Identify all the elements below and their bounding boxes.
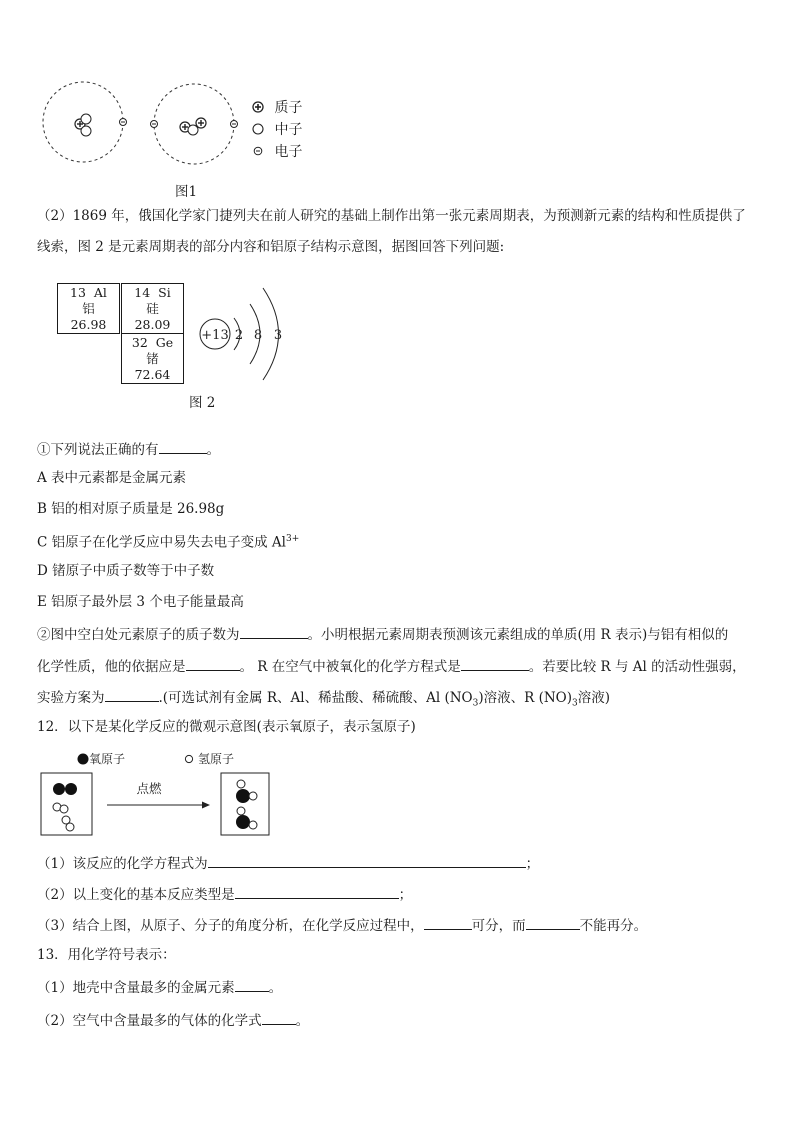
answer-blank[interactable] [526, 915, 580, 930]
q12-text: ； [525, 856, 540, 872]
arrow-head-icon [202, 802, 210, 809]
option-d: D 锗原子中质子数等于中子数 [37, 563, 215, 579]
hydrogen-atom-icon [249, 792, 257, 800]
legend-proton [252, 97, 302, 117]
shell-electron-count: 3 [273, 328, 283, 343]
figure2-caption: 图 2 [189, 395, 216, 411]
nucleus-charge: +13 [201, 328, 229, 343]
q12-text: （1）该反应的化学方程式为 [37, 856, 208, 872]
answer-blank[interactable] [186, 656, 240, 671]
q11-sub2-text: 。 R 在空气中被氧化的化学方程式是 [239, 659, 461, 675]
option-b: B 铝的相对原子质量是 26.98g [37, 501, 225, 517]
proton-icon [252, 101, 264, 113]
element-number: 32 [131, 335, 148, 350]
q11-sub2-line3 [37, 687, 610, 713]
q11-sub2-text: 溶液、R (NO [483, 690, 567, 706]
reaction-diagram [40, 772, 280, 838]
answer-blank[interactable] [240, 624, 308, 639]
q13-line2 [37, 1010, 309, 1030]
q12-text: 不能再分。 [579, 918, 648, 934]
legend-hydrogen [184, 750, 234, 767]
q12-line3 [37, 915, 647, 935]
q11-sub1-prompt: ①下列说法正确的有 [37, 442, 159, 458]
legend-hydrogen-label: 氢原子 [198, 752, 235, 766]
q11-sub2-line1 [37, 624, 728, 644]
answer-blank[interactable] [262, 1010, 296, 1025]
answer-blank[interactable] [235, 884, 399, 899]
q13-text: （1）地壳中含量最多的金属元素 [37, 980, 235, 996]
q11-intro-line1: （2）1869 年，俄国化学家门捷列夫在前人研究的基础上制作出第一张元素周期表，为预测新元素的结构和性质提供了 [37, 208, 746, 224]
q11-sub2-text: 实验方案为 [37, 690, 105, 706]
oxygen-atom-icon [77, 753, 89, 765]
element-number: 14 [134, 285, 151, 300]
legend-proton-label: 质子 [274, 100, 303, 116]
q11-sub2-text: 。小明根据元素周期表预测该元素组成的单质(用 R 表示)与铝有相似的 [307, 627, 729, 643]
hydrogen-atom-icon [184, 754, 194, 764]
hydrogen-atom-icon [60, 805, 68, 813]
q13-text: 。 [268, 980, 283, 996]
legend-electron [252, 141, 302, 161]
element-name: 锗 [146, 351, 159, 366]
element-cell-si [121, 283, 184, 334]
q11-sub2-text: .(可选试剂有金属 R、Al、稀盐酸、稀硫酸、Al (NO [158, 690, 473, 706]
element-symbol: Al [93, 285, 107, 300]
q13-text: （2）空气中含量最多的气体的化学式 [37, 1013, 262, 1029]
legend-neutron-label: 中子 [274, 122, 303, 138]
q11-sub2-text: ②图中空白处元素原子的质子数为 [37, 627, 240, 643]
option-a: A 表中元素都是金属元素 [37, 470, 187, 486]
option-c-charge: 3+ [285, 534, 300, 544]
aluminium-atom-structure [196, 282, 292, 386]
answer-blank[interactable] [424, 915, 472, 930]
q13-text: 。 [295, 1013, 310, 1029]
element-symbol: Si [158, 285, 171, 300]
answer-blank[interactable] [208, 853, 526, 868]
q13-title: 13．用化学符号表示： [37, 947, 176, 963]
neutron-icon [252, 123, 264, 135]
legend-neutron [252, 119, 302, 139]
legend-electron-label: 电子 [274, 144, 303, 160]
hydrogen-atom-icon [249, 821, 257, 829]
legend-oxygen-label: 氧原子 [89, 752, 126, 766]
answer-blank[interactable] [235, 977, 269, 992]
q11-sub1-line [37, 439, 220, 459]
q12-text: 可分，而 [471, 918, 526, 934]
option-c [37, 530, 299, 552]
q11-sub2-line2 [37, 656, 746, 676]
q12-text: （2）以上变化的基本反应类型是 [37, 887, 235, 903]
element-cell-ge [121, 333, 184, 384]
hydrogen-atom-icon [237, 807, 245, 815]
option-c-text: C 铝原子在化学反应中易失去电子变成 Al [37, 534, 286, 551]
electron-icon [252, 145, 264, 157]
q11-sub2-text: 化学性质，他的依据应是 [37, 659, 186, 675]
option-e: E 铝原子最外层 3 个电子能量最高 [37, 594, 244, 610]
hydrogen-atom-icon [66, 823, 74, 831]
q12-line1 [37, 853, 539, 873]
oxygen-atom-icon [65, 783, 77, 795]
atom1-neutron-icon [81, 114, 91, 124]
answer-blank[interactable] [105, 687, 159, 702]
q12-line2 [37, 884, 412, 904]
reaction-condition: 点燃 [136, 781, 162, 796]
element-symbol: Ge [155, 335, 174, 350]
hydrogen-atom-icon [237, 780, 245, 788]
element-cell-al [57, 283, 120, 334]
answer-blank[interactable] [461, 656, 529, 671]
element-number: 13 [70, 285, 86, 300]
q11-sub2-text: ) [566, 690, 572, 706]
oxygen-atom-icon [236, 789, 250, 803]
figure1-diagram [36, 80, 256, 170]
q11-sub2-text: 。若要比较 R 与 Al 的活动性强弱， [528, 659, 746, 675]
shell-electron-count: 2 [234, 328, 244, 343]
subscript: 3 [472, 698, 479, 709]
element-name: 硅 [146, 301, 159, 316]
q11-sub1-end: 。 [206, 442, 220, 458]
element-mass: 72.64 [134, 367, 171, 382]
element-name: 铝 [82, 301, 95, 316]
atom2-neutron-icon [188, 125, 198, 135]
answer-blank[interactable] [159, 439, 207, 454]
element-mass: 26.98 [70, 317, 107, 332]
element-mass: 28.09 [134, 317, 171, 332]
q11-sub2-text: ) [478, 690, 484, 706]
subscript: 3 [572, 698, 578, 709]
oxygen-atom-icon [53, 783, 65, 795]
q11-intro-line2: 线索，图 2 是元素周期表的部分内容和铝原子结构示意图，据图回答下列问题: [37, 239, 505, 255]
q12-text: ； [398, 887, 413, 903]
legend-oxygen [77, 750, 125, 767]
figure1-caption: 图1 [175, 184, 198, 200]
q13-line1 [37, 977, 282, 997]
q11-sub2-text: 溶液) [577, 690, 611, 706]
atom2-orbit [154, 84, 234, 164]
oxygen-atom-icon [236, 815, 250, 829]
atom1-neutron-icon [81, 126, 91, 136]
shell-electron-count: 8 [253, 328, 263, 343]
q12-text: （3）结合上图，从原子、分子的角度分析，在化学反应过程中， [37, 918, 424, 934]
q12-title: 12．以下是某化学反应的微观示意图(表示氧原子，表示氢原子) [37, 719, 416, 735]
